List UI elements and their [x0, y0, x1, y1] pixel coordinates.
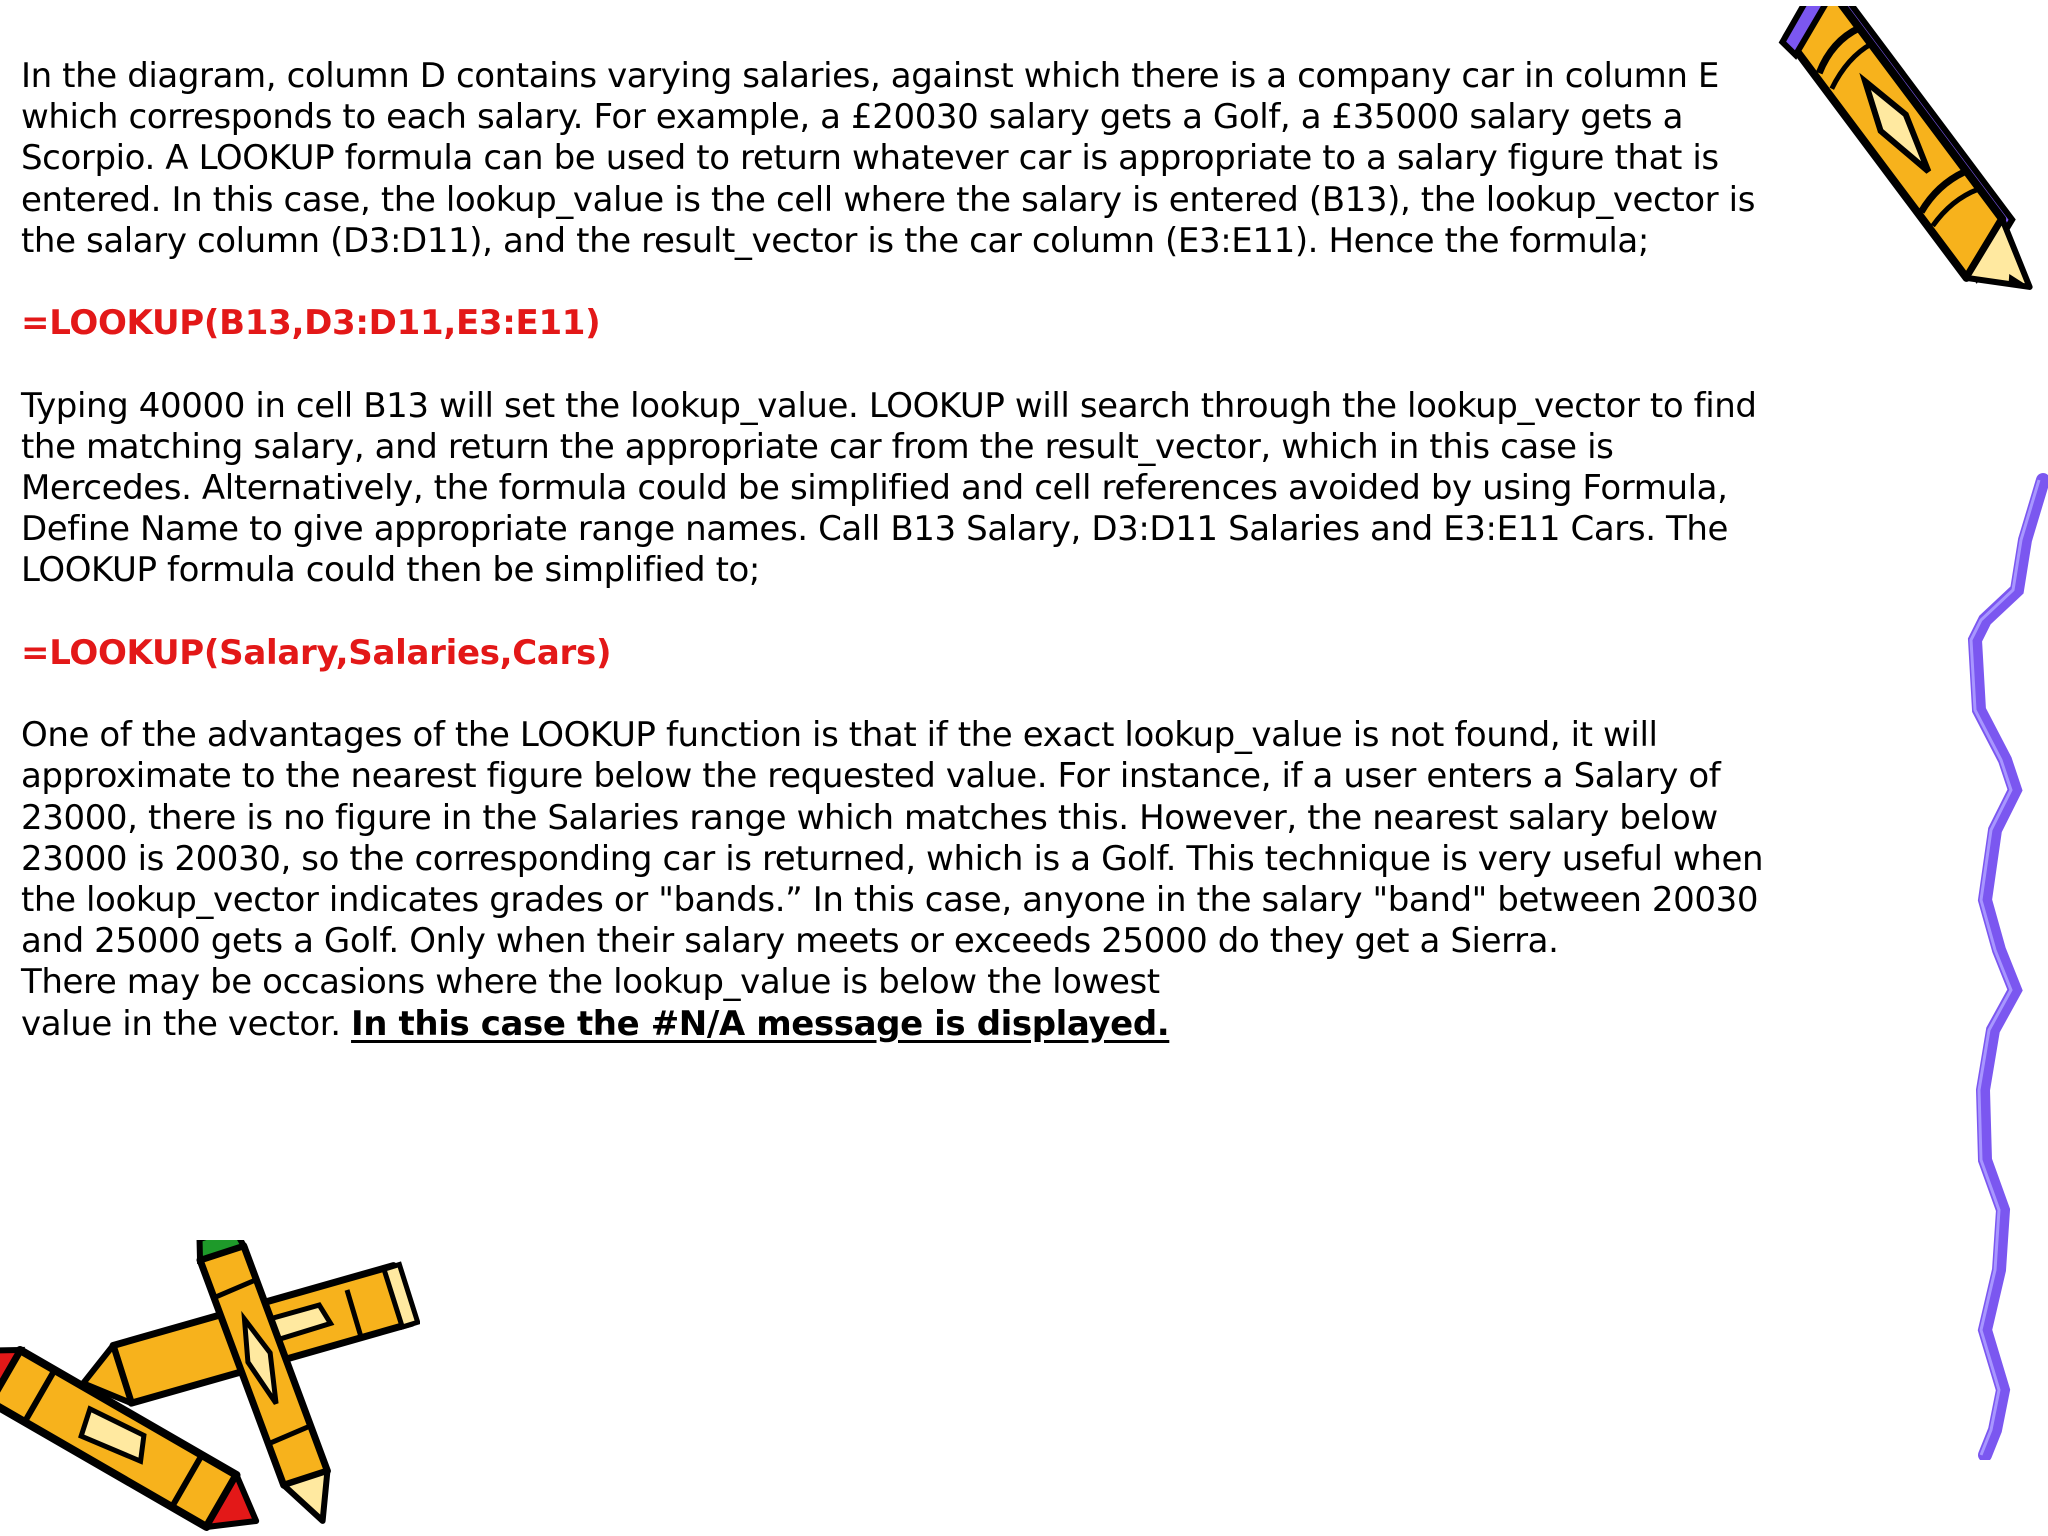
paragraph-na-message: [21, 962, 1781, 1044]
squiggle-line-icon: [1955, 470, 2048, 1460]
spacer: [21, 674, 1781, 715]
paragraph-approximate-match: One of the advantages of the LOOKUP function is that if the exact lookup_value is not found, it will approximate to the nearest figure below the requested value. For instance, if a user enters a Salary of 23000, there is no figure in the Salaries range which matches this. However, the nearest salary below 23000 is 20030, so the corresponding car is returned, which is a Golf. This technique is very useful when the lookup_vector indicates grades or "bands.” In this case, anyone in the salary "band" between 20030 and 25000 gets a Golf. Only when their salary meets or exceeds 25000 do they get a Sierra.: [21, 715, 1764, 962]
slide-body: [21, 56, 1781, 1045]
spacer: [21, 262, 1781, 303]
pencil-icon: [1730, 6, 2040, 496]
na-emphasis: In this case the #N/A message is displayed.: [351, 1003, 1170, 1044]
formula-lookup-cells: =LOOKUP(B13,D3:D11,E3:E11): [21, 303, 601, 344]
paragraph-define-name: Typing 40000 in cell B13 will set the lookup_value. LOOKUP will search through the lookup_vector to find the matching salary, and return the appropriate car from the result_vector, which in this case is Mercedes. Alternatively, the formula could be simplified and cell references avoided by using Formula, Define Name to give appropriate range names. Call B13 Salary, D3:D11 Salaries and E3:E11 Cars. The LOOKUP formula could then be simplified to;: [21, 385, 1757, 591]
paragraph-lookup-intro: In the diagram, column D contains varying salaries, against which there is a company car in column E which corresponds to each salary. For example, a £20030 salary gets a Golf, a £35000 salary gets a Scorpio. A LOOKUP formula can be used to return whatever car is appropriate to a salary figure that is entered. In this case, the lookup_value is the cell where the salary is entered (B13), the lookup_vector is the salary column (D3:D11), and the result_vector is the car column (E3:E11). Hence the formula;: [21, 56, 1756, 261]
na-line-1: There may be occasions where the lookup_value is below the lowest: [21, 962, 1160, 1003]
na-line-2: value in the vector.: [21, 1003, 341, 1044]
spacer: [21, 592, 1781, 633]
crayons-icon: [0, 1240, 420, 1536]
spacer: [21, 344, 1781, 385]
formula-lookup-names: =LOOKUP(Salary,Salaries,Cars): [21, 632, 612, 673]
